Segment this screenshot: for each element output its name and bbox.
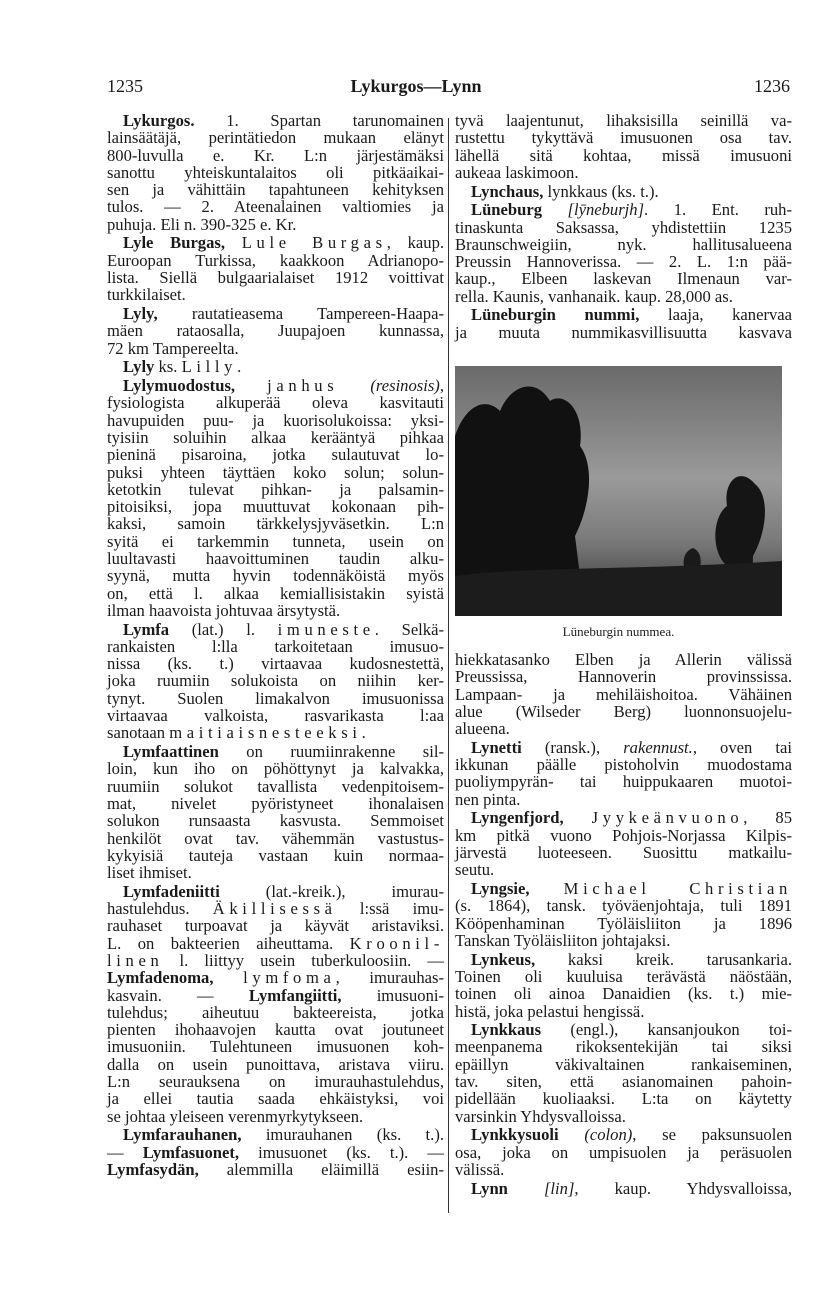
text-run: ketotkin tulevat pihkan- ja palsamin- [107, 479, 444, 499]
text-run [564, 808, 592, 827]
text-line [455, 897, 792, 914]
text-line [107, 690, 444, 707]
headword: Lymfadenoma, [107, 968, 214, 988]
text-run: hiekkatasanko Elben ja Allerin välissä [455, 650, 792, 669]
text-run: lista. Siellä bulgaarialaiset 1912 voittivat [107, 268, 444, 288]
text-line [107, 1073, 444, 1090]
text-run: rella. Kaunis, vanhanaik. kaup. 28,000 as. [455, 286, 733, 306]
text-line [455, 1144, 792, 1161]
text-line [107, 707, 444, 724]
text-run: . [361, 723, 366, 743]
text-line [107, 1021, 444, 1038]
text-run: , kaup. Yhdysvalloissa, [574, 1178, 792, 1198]
headword: Lymfa [123, 619, 170, 639]
entry-paragraph [107, 305, 444, 357]
text-run: tynyt. Suolen limakalvon imusuonissa [107, 688, 444, 708]
text-run: — [107, 1142, 143, 1162]
spaced-term: Kroonil- [349, 933, 444, 953]
entry-paragraph [455, 951, 792, 1020]
text-line [107, 724, 444, 741]
text-line [455, 844, 792, 861]
text-line [455, 306, 792, 323]
text-line [107, 812, 444, 829]
text-run: solukon runsaasta kasvusta. Semmoiset [107, 811, 444, 831]
text-line [455, 791, 792, 808]
text-run: sen ja vähittäin tapahtuneen kehityksen [107, 180, 444, 200]
text-line [455, 236, 792, 253]
text-run: tulehdus; aiheutuu bakteereista, jotka [107, 1002, 444, 1022]
italic-term: (resinosis) [370, 376, 440, 396]
text-run: 1. Spartan tarunomainen [194, 111, 444, 130]
text-line [107, 464, 444, 481]
headword: Lyly [123, 357, 155, 377]
entry-paragraph [107, 621, 444, 742]
headword: Lymfaattinen [123, 742, 219, 762]
text-line [107, 847, 444, 864]
text-run [338, 376, 370, 395]
text-line [455, 219, 792, 236]
text-run: rautatieasema Tampereen-Haapa- [157, 304, 444, 324]
entry-paragraph [107, 377, 444, 619]
text-run: nissa (ks. t.) virtaavaa kudosnestettä, [107, 654, 444, 674]
headword: Lynchaus, [471, 181, 544, 201]
text-run: (s. 1864), tansk. työväenjohtaja, tuli 1891 [455, 896, 792, 916]
italic-term: [lȳneburjh] [567, 200, 645, 220]
text-run: Tanskan Työläisliiton johtajaksi. [455, 930, 671, 950]
spaced-term: janhus [267, 376, 339, 396]
text-run: imusuoni- [341, 985, 444, 1005]
text-run: mäen rataosalla, Juupajoen kunnassa, [107, 321, 444, 341]
text-run: histä, joka pelastui hengissä. [455, 1001, 645, 1021]
text-line [107, 672, 444, 689]
text-run: hastulehdus. [107, 899, 213, 919]
headword: Lymfarauhanen, [123, 1125, 242, 1145]
text-line [107, 181, 444, 198]
headword: Lymfadeniitti [123, 881, 220, 901]
text-run: se johtaa yleiseen verenmyrkytykseen. [107, 1106, 364, 1126]
text-line [107, 864, 444, 881]
text-run: kaup., Elbeen laskevan Ilmenaun var- [455, 269, 792, 289]
text-run: kaksi, samoin tärkkelysjyväsetkin. L:n [107, 514, 444, 534]
text-line [107, 760, 444, 777]
text-line [455, 1021, 792, 1038]
text-line [107, 917, 444, 934]
text-run: virtaavaa valkoista, rasvarikasta l:aa [107, 706, 444, 726]
text-line [107, 429, 444, 446]
text-run: ruumiin solukot tavallista vedenpitoisem- [107, 776, 444, 796]
text-line [107, 446, 444, 463]
headword: Lylymuodostus, [123, 376, 236, 396]
text-line [455, 1108, 792, 1125]
text-run: Lampaan- ja mehiläishoitoa. Vähäinen [455, 684, 792, 704]
text-line [455, 1056, 792, 1073]
text-run: kykyisiä tauteja vastaan kuin normaa- [107, 845, 444, 865]
page-number-left: 1235 [107, 76, 143, 96]
headword: Lymfasuonet, [142, 1142, 240, 1162]
text-run: ks. [154, 357, 182, 377]
text-line [107, 830, 444, 847]
entry-paragraph [455, 880, 792, 949]
figure-caption: Lüneburgin nummea. [562, 624, 675, 639]
text-line [455, 147, 792, 164]
entry-paragraph [455, 1126, 792, 1178]
text-run: 72 km Tampereelta. [107, 338, 239, 358]
text-run: , kaup. [386, 233, 445, 253]
text-run [235, 376, 267, 395]
text-run: , imurauhas- [335, 968, 444, 988]
text-run: fysiologista alkuperää oleva kasvitauti [107, 393, 444, 413]
headword: Lyly, [123, 304, 158, 324]
spaced-term: imuneste [277, 619, 375, 639]
text-run: seutu. [455, 860, 495, 880]
text-run: luultavasti haavoittuminen taudin alku- [107, 548, 444, 568]
text-line [107, 216, 444, 233]
text-run: osa, joka on umpisuolen ja peräsuolen [455, 1142, 792, 1162]
text-run: kasvain. — [107, 985, 249, 1005]
left-column [107, 112, 444, 1180]
text-run: tinaskunta Saksassa, yhdistettiin 1235 [455, 217, 792, 237]
text-line [455, 809, 792, 826]
text-line [107, 1161, 444, 1178]
text-run: toinen oli ainoa Danaidien (ks. t.) mie- [455, 984, 792, 1004]
text-run: rankaisten l:lla tarkoitetaan imusuo- [107, 636, 444, 656]
text-line [455, 288, 792, 305]
text-line [455, 324, 792, 341]
text-line [107, 1056, 444, 1073]
text-line [107, 498, 444, 515]
text-line [455, 1180, 792, 1197]
text-run: imurauhanen (ks. t.). [241, 1125, 444, 1145]
text-line [107, 900, 444, 917]
text-run: varsinkin Yhdysvalloissa. [455, 1106, 626, 1126]
entry-paragraph [107, 883, 444, 1125]
text-line [455, 951, 792, 968]
entry-paragraph [455, 809, 792, 878]
text-line [107, 987, 444, 1004]
headword: Lymfangiitti, [248, 985, 342, 1005]
text-run [225, 233, 242, 252]
page-number-right: 1236 [754, 76, 790, 96]
text-run: sanottu yhteiskuntalaitos oli pitkäaikai- [107, 162, 444, 182]
headword: Lymfasydän, [107, 1159, 199, 1179]
text-run: ilman haavoista johtuvaa ärsytystä. [107, 600, 341, 620]
text-line [455, 1161, 792, 1178]
text-run: meenpanema rikoksentekijän tai siksi [455, 1037, 792, 1057]
text-run [559, 1125, 585, 1144]
entry-paragraph [455, 112, 792, 181]
entry-paragraph [455, 183, 792, 200]
text-line [107, 655, 444, 672]
text-line [107, 795, 444, 812]
text-line [107, 602, 444, 619]
headword: Lynkkaus [471, 1020, 542, 1040]
text-run [213, 968, 243, 987]
text-run: (lat.) l. [169, 619, 278, 639]
text-run: km pitkä vuono Pohjois-Norjassa Kilpis- [455, 825, 792, 845]
text-run: , 85 [743, 808, 792, 828]
text-line [107, 883, 444, 900]
text-run: laaja, kanervaa [639, 305, 792, 325]
text-run: , se paksunsuolen [632, 1125, 792, 1145]
text-run: ja muuta nummikasvillisuutta kasvava [455, 322, 792, 342]
text-run: mat, nivelet pyöristyneet ihonalaisen [107, 793, 444, 813]
text-run: turkkilaiset. [107, 285, 186, 305]
text-run: , [439, 376, 444, 396]
text-line [107, 358, 444, 375]
text-line [107, 112, 444, 129]
entry-paragraph [455, 306, 792, 341]
headword: Lyle Burgas, [123, 233, 226, 253]
text-run: dalla on usein punoittava, aristava viiru. [107, 1054, 444, 1074]
luneburg-heath-photo [455, 366, 782, 616]
entry-paragraph [455, 651, 792, 737]
text-line [455, 668, 792, 685]
text-line [455, 164, 792, 181]
text-line [107, 286, 444, 303]
text-run: l:ssä imu- [336, 899, 444, 919]
headword: Lynkkysuoli [471, 1125, 559, 1145]
text-line [107, 340, 444, 357]
text-run: lähellä sitä kohtaa, missä imusuoni [455, 145, 792, 165]
text-line [107, 515, 444, 532]
spaced-term: Michael Christian [563, 879, 792, 899]
text-run [508, 1179, 544, 1198]
headword: Lüneburgin nummi, [471, 305, 640, 325]
text-line [107, 778, 444, 795]
text-run: Preussin Hannoverissa. — 2. L. 1:n pää- [455, 252, 792, 272]
text-line [455, 932, 792, 949]
text-run: epäillyn väkivaltainen rankaiseminen, [455, 1054, 792, 1074]
text-line [455, 968, 792, 985]
entry-paragraph [107, 743, 444, 881]
text-line [107, 412, 444, 429]
entry-paragraph [455, 1180, 792, 1197]
text-line [455, 1073, 792, 1090]
text-line [455, 861, 792, 878]
text-line [455, 915, 792, 932]
text-run: alemmilla eläimillä esiin- [198, 1159, 444, 1179]
text-line [107, 567, 444, 584]
text-run: nen pinta. [455, 789, 521, 809]
text-run: liset ihmiset. [107, 863, 192, 883]
text-run: tyvä laajentunut, lihaksisilla seinillä va- [455, 111, 792, 130]
text-run: (ransk.), [521, 737, 624, 757]
text-run: puksi yhteen täyttäen koko solun; solun- [107, 462, 444, 482]
text-run: 800-luvulla e. Kr. L:n järjestämäksi [107, 145, 444, 165]
spaced-term: Lilly [181, 357, 238, 377]
text-run: tyisiin soluihin alkaa kerääntyä pihkaa [107, 427, 444, 447]
text-line [455, 686, 792, 703]
text-line [455, 827, 792, 844]
text-line [107, 743, 444, 760]
text-run: havupuiden puu- ja kuorisolukoissa: yksi- [107, 410, 444, 430]
text-run: joka ruumiin solukoista on niihin ker- [107, 671, 444, 691]
text-line [107, 533, 444, 550]
text-run: pidellään kuoliaaksi. L:ta on käytetty [455, 1089, 792, 1109]
text-line [107, 1038, 444, 1055]
text-run: lynkkaus (ks. t.). [543, 181, 659, 201]
text-line [455, 1090, 792, 1107]
text-run: tulos. — 2. Ateenalainen valtiomies ja [107, 197, 444, 217]
entry-paragraph [107, 358, 444, 375]
text-line [455, 1003, 792, 1020]
text-run: Toinen oli kuuluisa terävästä näöstään, [455, 966, 792, 986]
text-line [107, 164, 444, 181]
text-line [455, 1126, 792, 1143]
text-line [107, 198, 444, 215]
text-run: on ruumiinrakenne sil- [218, 742, 444, 762]
text-run: alue (Wilseder Berg) luonnonsuojelu- [455, 701, 792, 721]
text-run: loin, kun iho on pöhöttynyt ja kalvakka, [107, 759, 444, 779]
right-column-bottom [455, 651, 792, 1198]
text-line [107, 305, 444, 322]
entry-paragraph [107, 112, 444, 233]
italic-term: [lin] [543, 1178, 575, 1198]
text-line [455, 651, 792, 668]
italic-term: rakennust. [623, 737, 693, 757]
text-run: . 1. Ent. ruh- [644, 200, 792, 220]
text-line [107, 1126, 444, 1143]
text-run [542, 200, 568, 219]
text-run: , oven tai [692, 737, 792, 757]
entry-paragraph [455, 739, 792, 808]
text-run: imusuonet (ks. t.). — [239, 1142, 444, 1162]
text-line [107, 550, 444, 567]
italic-term: (colon) [584, 1125, 633, 1145]
text-line [455, 773, 792, 790]
text-line [455, 985, 792, 1002]
spaced-term: lymfoma [243, 968, 336, 988]
text-line [107, 1144, 444, 1161]
text-run: L:n seurauksena on imurauhastulehdus, [107, 1072, 444, 1092]
text-line [107, 585, 444, 602]
text-run: pieninä pisaroina, jotka sulautuvat lo- [107, 445, 444, 465]
text-run: välissä. [455, 1159, 505, 1179]
text-line [107, 322, 444, 339]
text-line [455, 1038, 792, 1055]
spaced-term: Äkillisessä [212, 899, 337, 919]
text-line [455, 756, 792, 773]
headword: Lyngsie, [471, 879, 530, 899]
right-column-top [455, 112, 792, 342]
entry-paragraph [107, 234, 444, 303]
text-line [107, 481, 444, 498]
text-line [107, 935, 444, 952]
text-run: tav. siten, että asianomainen pahoin- [455, 1072, 792, 1092]
text-run: pienten ihohaavojen kautta ovat joutuneet [107, 1020, 444, 1040]
text-run: (lat.-kreik.), imurau- [219, 881, 444, 901]
text-line [107, 129, 444, 146]
text-line [107, 147, 444, 164]
text-run: syynä, mutta hyvin todennäköistä myös [107, 566, 444, 586]
text-run [530, 879, 564, 898]
text-line [107, 234, 444, 251]
text-line [455, 253, 792, 270]
text-run: puoliympyrän- tai huippukaaren muotoi- [455, 772, 792, 792]
text-line [107, 377, 444, 394]
headword: Lykurgos. [123, 111, 195, 130]
text-run: ikkunan päälle pistoholvin muodostama [455, 755, 792, 775]
text-run: rustettu tykyttävä imusuonen osa tav. [455, 128, 792, 148]
headword: Lynn [471, 1178, 508, 1198]
text-line [455, 739, 792, 756]
text-run: syitä ei tarkemmin tunneta, usein on [107, 531, 444, 551]
text-run: l. liittyy usein tuberkuloosiin. — [163, 950, 444, 970]
text-line [455, 880, 792, 897]
headword: Lyngenfjord, [471, 808, 564, 828]
text-line [107, 638, 444, 655]
spaced-term: Lule Burgas [241, 233, 387, 253]
text-run: . Selkä- [374, 619, 444, 639]
entry-paragraph [455, 201, 792, 305]
spaced-term: maitiaisnesteeksi [169, 723, 362, 743]
text-run: puhuja. Eli n. 390-325 e. Kr. [107, 214, 297, 234]
entry-paragraph [107, 1126, 444, 1178]
entry-paragraph [455, 1021, 792, 1125]
text-line [107, 394, 444, 411]
text-line [107, 252, 444, 269]
headword: Lynkeus, [471, 949, 536, 969]
text-run: . [237, 357, 242, 377]
spaced-term: linen [107, 950, 164, 970]
text-line [455, 720, 792, 737]
text-run: kaksi kreik. tarusankaria. [535, 949, 792, 969]
text-run: L. on bakteerien aiheuttama. [107, 933, 350, 953]
text-line [107, 969, 444, 986]
text-run: ja ellei tautia saada ehkäistyksi, voi [107, 1089, 444, 1109]
text-run: sanotaan [107, 723, 170, 743]
text-run: henkilöt ovat tav. vähemmän vastustus- [107, 828, 444, 848]
text-line [107, 621, 444, 638]
text-line [107, 1108, 444, 1125]
text-run: on, että l. alkaa kemiallisistakin syistä [107, 583, 444, 603]
text-line [107, 269, 444, 286]
column-divider [448, 118, 449, 1213]
spaced-term: Jyykeänvuono [591, 808, 744, 828]
text-line [455, 201, 792, 218]
running-head-title: Lykurgos—Lynn [350, 76, 482, 96]
text-run: aukeaa laskimoon. [455, 162, 579, 182]
text-run: (engl.), kansanjoukon toi- [541, 1020, 792, 1040]
text-run: imusuoniin. Tulehtuneen imusuonen koh- [107, 1037, 444, 1057]
text-run: rauhaset turpoavat ja käyvät aristaviksi. [107, 916, 444, 936]
text-run: Preussissa, Hannoverin provinssissa. [455, 667, 792, 687]
headword: Lynetti [471, 737, 522, 757]
text-line [455, 112, 792, 129]
text-line [455, 183, 792, 200]
text-line [455, 129, 792, 146]
text-line [455, 703, 792, 720]
text-line [107, 1004, 444, 1021]
text-run: Braunschweigiin, nyk. hallitusalueena [455, 234, 792, 254]
text-line [107, 1090, 444, 1107]
text-run: pitoisiksi, jopa muuttuvat kokonaan pih- [107, 497, 444, 517]
text-run: alueena. [455, 719, 510, 739]
text-run: lainsäätäjä, perintätiedon mukaan elänyt [107, 128, 444, 148]
headword: Lüneburg [471, 200, 543, 220]
text-line [107, 952, 444, 969]
text-run: järvestä luoteeseen. Suosittu matkailu- [455, 843, 792, 863]
text-run: Kööpenhaminan Työläisliiton ja 1896 [455, 913, 792, 933]
text-line [455, 270, 792, 287]
text-run: Euroopan Turkissa, kaakkoon Adrianopo- [107, 250, 444, 270]
